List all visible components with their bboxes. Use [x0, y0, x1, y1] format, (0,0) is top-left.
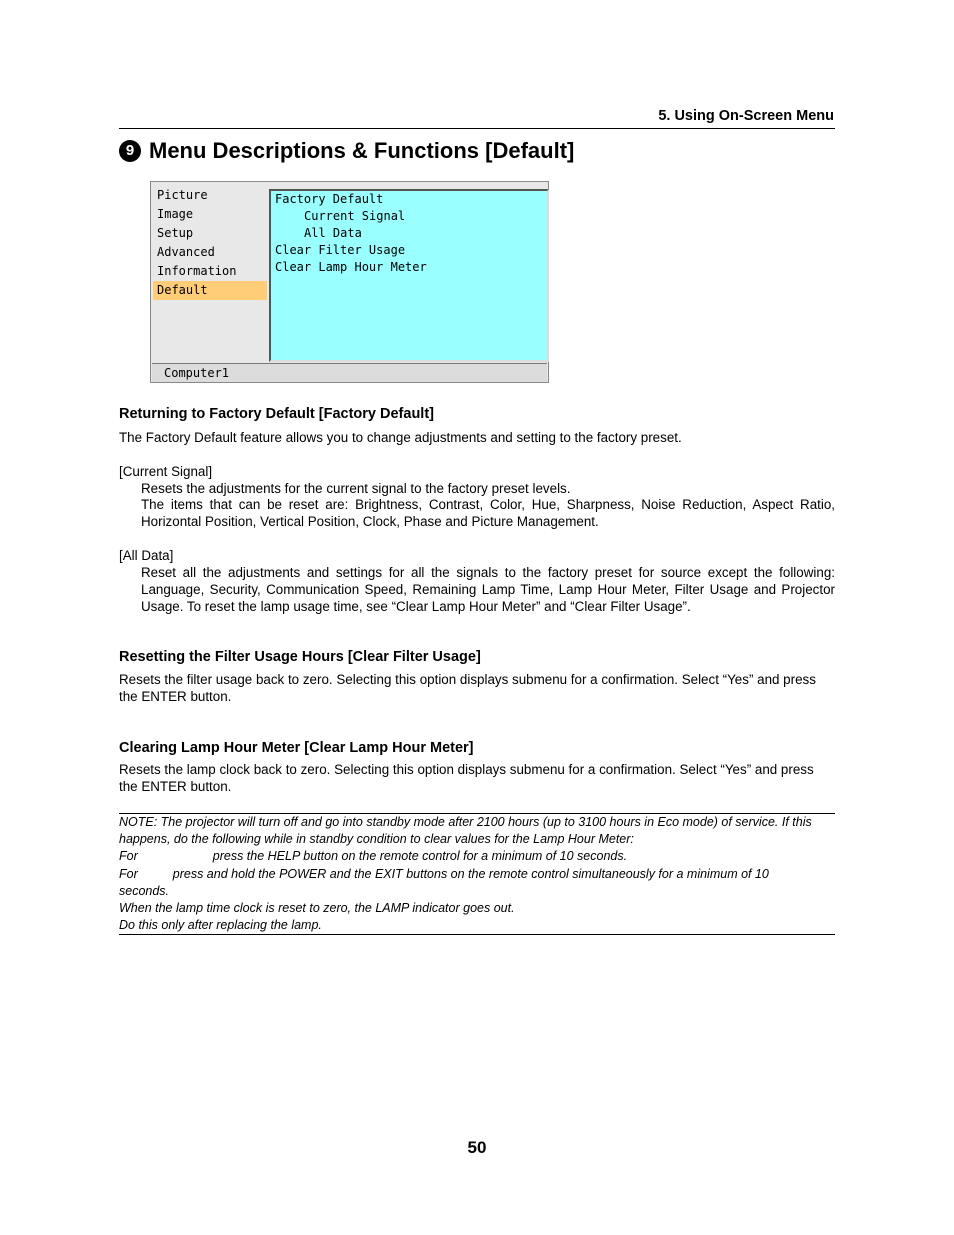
section-title: Menu Descriptions & Functions [Default]: [149, 138, 575, 163]
note-for: For: [119, 866, 138, 881]
osd-menu-item-advanced: Advanced: [157, 245, 215, 259]
note-line: NOTE: The projector will turn off and go into standby mode after 2100 hours (up to 3100 hours in Eco mode) of service. If this: [119, 815, 812, 829]
header-rule: [119, 128, 835, 129]
filter-heading: Resetting the Filter Usage Hours [Clear Filter Usage]: [119, 649, 481, 665]
osd-menu-item-image: Image: [157, 207, 194, 221]
lamp-text: Resets the lamp clock back to zero. Selecting this option displays submenu for a confirmation. Select “Yes” and press the ENTER button.: [119, 762, 814, 794]
note-block: [119, 814, 835, 934]
osd-submenu-item: Clear Lamp Hour Meter: [275, 260, 427, 274]
osd-menu-item-information: Information: [157, 264, 237, 278]
osd-submenu-panel: [269, 189, 549, 362]
chapter-header: 5. Using On-Screen Menu: [658, 108, 834, 124]
osd-menu-list: [153, 186, 267, 300]
osd-submenu-item: Clear Filter Usage: [275, 243, 406, 257]
osd-menu-item-default: Default: [153, 281, 267, 300]
osd-menu-item-picture: Picture: [157, 188, 208, 202]
page-number: 50: [467, 1138, 487, 1157]
osd-submenu-item: Current Signal: [304, 209, 406, 223]
note-line: When the lamp time clock is reset to zero, the LAMP indicator goes out.: [119, 901, 515, 916]
osd-submenu-item: All Data: [304, 226, 362, 240]
all-data-text: Reset all the adjustments and settings for all the signals to the factory preset for source except the following: Language, Security, Communication Speed, Remaining Lamp Time, Lamp Hour Meter, Filter Usage and Projector Usage. To reset the lamp usage time, see “Clear Lamp Hour Meter” and “Clear Filter Usage”.: [141, 565, 835, 614]
filter-text: Resets the filter usage back to zero. Selecting this option displays submenu for a confirmation. Select “Yes” and press the ENTER button.: [119, 672, 816, 704]
note-line: seconds.: [119, 883, 170, 898]
current-signal-label: [Current Signal]: [119, 464, 213, 479]
section-number-badge: 9: [119, 140, 141, 162]
note-bottom-rule: [119, 934, 835, 935]
note-line: [119, 848, 835, 865]
note-line: happens, do the following while in standby condition to clear values for the Lamp Hour Meter:: [119, 832, 634, 847]
all-data-label: [All Data]: [119, 548, 174, 563]
factory-heading: Returning to Factory Default [Factory Default]: [119, 406, 434, 422]
page-title: [119, 138, 574, 164]
factory-intro: The Factory Default feature allows you to change adjustments and setting to the factory preset.: [119, 430, 682, 445]
lamp-heading: Clearing Lamp Hour Meter [Clear Lamp Hour Meter]: [119, 740, 474, 756]
note-power-instruction: press and hold the POWER and the EXIT buttons on the remote control simultaneously for a minimum of 10: [172, 866, 769, 881]
current-signal-text1: Resets the adjustments for the current signal to the factory preset levels.: [141, 481, 571, 496]
note-line: Do this only after replacing the lamp.: [119, 918, 322, 933]
current-signal-text2: The items that can be reset are: Brightness, Contrast, Color, Hue, Sharpness, Noise Reduction, Aspect Ratio, Horizontal Position, Vertical Position, Clock, Phase and Picture Management.: [141, 497, 835, 529]
note-line: [119, 866, 835, 883]
note-for: For: [119, 849, 138, 864]
osd-menu-screenshot: [150, 181, 549, 383]
note-help-instruction: press the HELP button on the remote control for a minimum of 10 seconds.: [212, 849, 628, 864]
osd-source-bar: Computer1: [152, 363, 547, 382]
osd-submenu-item: Factory Default: [275, 192, 384, 206]
osd-menu-item-setup: Setup: [157, 226, 194, 240]
